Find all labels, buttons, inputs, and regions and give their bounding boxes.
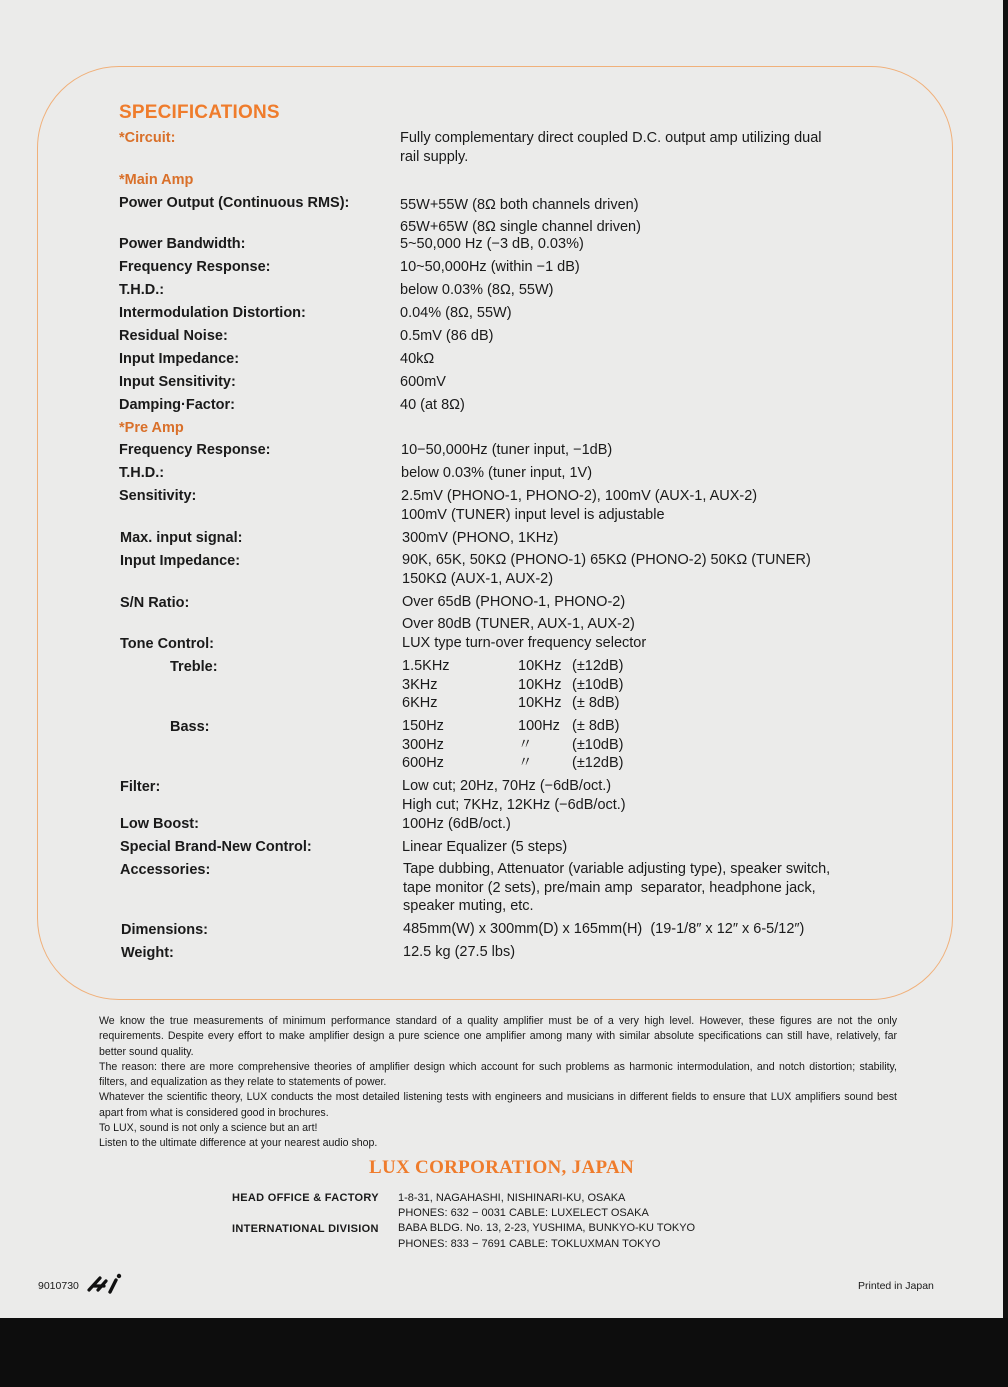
- spec-label-accessories: Accessories:: [120, 862, 211, 878]
- spec-label-frequency-response: Frequency Response:: [119, 259, 271, 275]
- scan-border: [0, 1318, 1008, 1387]
- circuit-label: *Circuit:: [119, 130, 176, 146]
- bass-frequencies: 150Hz 300Hz 600Hz: [402, 718, 444, 771]
- spec-label-sensitivity: Sensitivity:: [119, 488, 197, 504]
- main-amp-heading: *Main Amp: [119, 172, 194, 188]
- spec-value-low-boost: 100Hz (6dB/oct.): [402, 816, 511, 832]
- spec-value-damping-factor: 40 (at 8Ω): [400, 397, 465, 413]
- spec-label-filter: Filter:: [120, 779, 161, 795]
- treble-turnover: 10KHz 10KHz 10KHz: [518, 658, 562, 711]
- spec-value-filter: Low cut; 20Hz, 70Hz (−6dB/oct.) High cut; 7KHz, 12KHz (−6dB/oct.): [402, 778, 626, 813]
- spec-label-input-impedance: Input Impedance:: [119, 351, 240, 367]
- spec-value-tone-control: LUX type turn-over frequency selector: [402, 635, 647, 651]
- spec-value-weight: 12.5 kg (27.5 lbs): [403, 944, 516, 960]
- international-division-phones: PHONES: 833 − 7691 CABLE: TOKLUXMAN TOKYO: [398, 1238, 661, 1250]
- spec-value-power-output: 55W+55W (8Ω both channels driven) 65W+65W (8Ω single channel driven): [400, 197, 641, 235]
- spec-label-dimensions: Dimensions:: [121, 922, 209, 938]
- spec-label-intermodulation: Intermodulation Distortion:: [119, 305, 306, 321]
- spec-label-low-boost: Low Boost:: [120, 816, 199, 832]
- spec-label-thd: T.H.D.:: [119, 282, 165, 298]
- spec-value-power-bandwidth: 5~50,000 Hz (−3 dB, 0.03%): [400, 236, 584, 252]
- catalog-number: 9010730: [38, 1280, 79, 1292]
- spec-label-weight: Weight:: [121, 945, 174, 961]
- printed-in-japan: Printed in Japan: [858, 1280, 934, 1292]
- spec-value-accessories: Tape dubbing, Attenuator (variable adjusting type), speaker switch, tape monitor (2 sets), pre/main amp separator, headphone jack, speaker muting, etc.: [403, 861, 831, 914]
- treble-frequencies: 1.5KHz 3KHz 6KHz: [402, 658, 450, 711]
- brand-statement: [99, 1014, 897, 1152]
- spec-label-max-input: Max. input signal:: [120, 530, 243, 546]
- lux-logo-icon: [86, 1272, 126, 1299]
- body-paragraph: Whatever the scientific theory, LUX conducts the most detailed listening tests with engineers and musicians in different fields to ensure that LUX amplifiers sound best apart from what is considered good in brochures.: [99, 1091, 897, 1119]
- spec-value-intermodulation: 0.04% (8Ω, 55W): [400, 305, 512, 321]
- company-name: LUX CORPORATION, JAPAN: [368, 1157, 635, 1178]
- body-paragraph: The reason: there are more comprehensive theories of amplifier design which account for such problems as harmonic intermodulation, and notch distortion; stability, filters, and equalization as they relate to statements of power.: [99, 1060, 897, 1089]
- spec-value-pre-thd: below 0.03% (tuner input, 1V): [401, 465, 593, 481]
- spec-label-treble: Treble:: [170, 659, 218, 675]
- spec-value-sn-ratio-1: Over 65dB (PHONO-1, PHONO-2): [402, 594, 626, 610]
- head-office-label: HEAD OFFICE & FACTORY: [232, 1192, 379, 1204]
- body-paragraph: Listen to the ultimate difference at your nearest audio shop.: [99, 1137, 378, 1150]
- spec-label-special-control: Special Brand-New Control:: [120, 839, 312, 855]
- spec-value-thd: below 0.03% (8Ω, 55W): [400, 282, 554, 298]
- spec-value-max-input: 300mV (PHONO, 1KHz): [402, 530, 559, 546]
- body-paragraph: We know the true measurements of minimum performance standard of a quality amplifier must be of a very high level. However, these figures are not the only requirements. Despite every effort to make amplifier design a pure science one amplifier among many with similar absolute specifications can still have, relatively, far better sound quality.: [99, 1015, 897, 1058]
- spec-value-sn-ratio-2: Over 80dB (TUNER, AUX-1, AUX-2): [402, 616, 635, 632]
- spec-value-input-impedance: 40kΩ: [400, 351, 435, 367]
- international-division-address: BABA BLDG. No. 13, 2-23, YUSHIMA, BUNKYO-KU TOKYO: [398, 1222, 696, 1234]
- spec-label-pre-input-impedance: Input Impedance:: [120, 553, 241, 569]
- spec-value-pre-input-impedance: 90K, 65K, 50KΩ (PHONO-1) 65KΩ (PHONO-2) 50KΩ (TUNER) 150KΩ (AUX-1, AUX-2): [402, 552, 811, 587]
- spec-label-residual-noise: Residual Noise:: [119, 328, 228, 344]
- spec-label-damping-factor: Damping·Factor:: [119, 397, 235, 413]
- body-paragraph: To LUX, sound is not only a science but an art!: [99, 1122, 318, 1135]
- international-division-label: INTERNATIONAL DIVISION: [232, 1223, 379, 1235]
- spec-value-residual-noise: 0.5mV (86 dB): [400, 328, 494, 344]
- bass-levels: (± 8dB) (±10dB) (±12dB): [572, 718, 624, 771]
- spec-label-pre-thd: T.H.D.:: [119, 465, 165, 481]
- bass-turnover: 100Hz 〃 〃: [518, 718, 560, 771]
- spec-label-power-bandwidth: Power Bandwidth:: [119, 236, 246, 252]
- pre-amp-heading: *Pre Amp: [119, 420, 184, 436]
- spec-label-pre-frequency-response: Frequency Response:: [119, 442, 271, 458]
- spec-label-input-sensitivity: Input Sensitivity:: [119, 374, 236, 390]
- spec-label-sn-ratio: S/N Ratio:: [120, 595, 190, 611]
- spec-value-special-control: Linear Equalizer (5 steps): [402, 839, 568, 855]
- spec-label-bass: Bass:: [170, 719, 210, 735]
- head-office-phones: PHONES: 632 − 0031 CABLE: LUXELECT OSAKA: [398, 1207, 649, 1219]
- spec-value-sensitivity: 2.5mV (PHONO-1, PHONO-2), 100mV (AUX-1, AUX-2) 100mV (TUNER) input level is adjustable: [401, 488, 758, 523]
- spec-label-power-output: Power Output (Continuous RMS):: [119, 195, 350, 211]
- spec-label-tone-control: Tone Control:: [120, 636, 214, 652]
- spec-value-input-sensitivity: 600mV: [400, 374, 446, 390]
- spec-value-dimensions: 485mm(W) x 300mm(D) x 165mm(H) (19-1/8″ x 12″ x 6-5/12″): [403, 921, 805, 937]
- treble-levels: (±12dB) (±10dB) (± 8dB): [572, 658, 624, 711]
- spec-value-frequency-response: 10~50,000Hz (within −1 dB): [400, 259, 580, 275]
- spec-value-pre-frequency-response: 10−50,000Hz (tuner input, −1dB): [401, 442, 613, 458]
- specifications-title: SPECIFICATIONS: [119, 102, 280, 123]
- head-office-address: 1-8-31, NAGAHASHI, NISHINARI-KU, OSAKA: [398, 1192, 626, 1204]
- circuit-value: Fully complementary direct coupled D.C. output amp utilizing dual rail supply.: [400, 130, 822, 165]
